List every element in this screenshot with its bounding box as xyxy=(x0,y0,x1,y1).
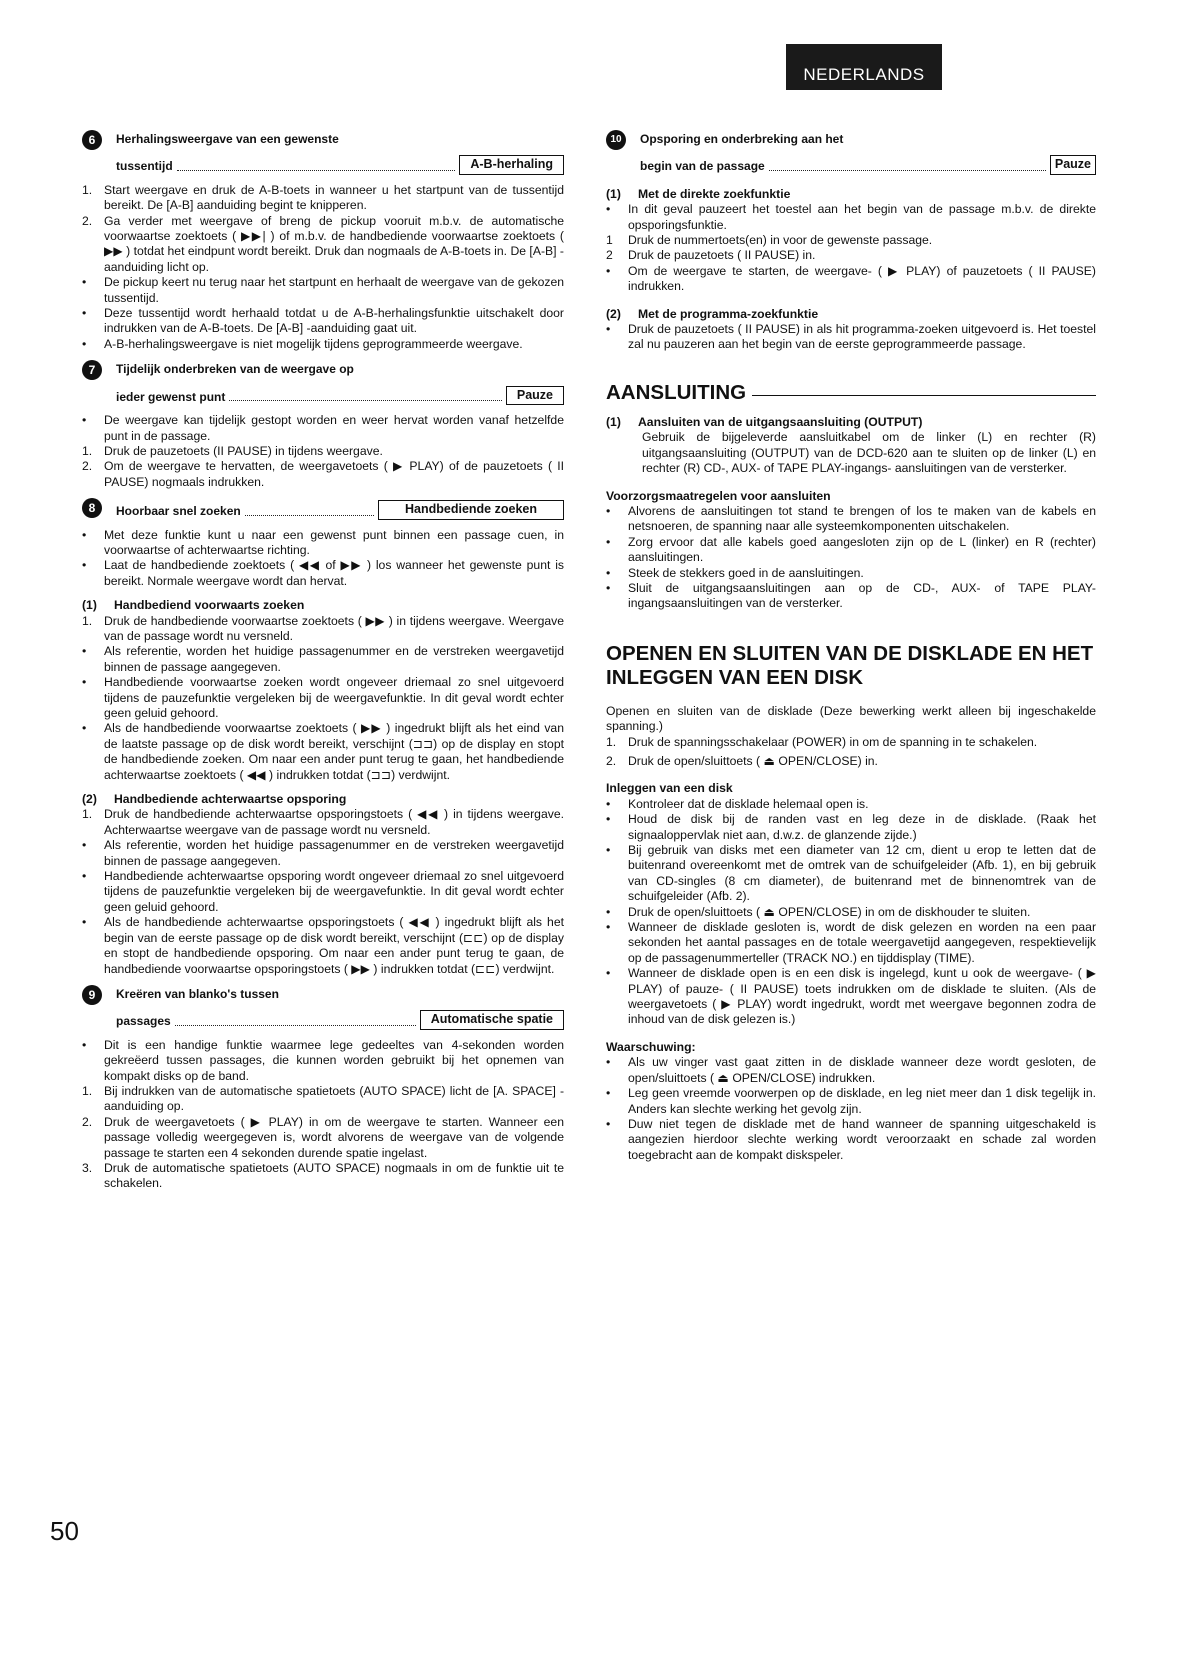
section-title: Opsporing en onderbreking aan het xyxy=(640,132,844,146)
section-title-cont: begin van de passage xyxy=(640,159,765,174)
subsection-heading: (2) Met de programma-zoekfunktie xyxy=(606,306,819,321)
list-item: • Duw niet tegen de disklade met de hand wanneer de spanning uitgeschakeld is aangezien hierdoor slechte werking wordt veroorzaakt en schade zal worden toegebracht aan de kompakt diskspeler. xyxy=(606,1116,1096,1162)
section-title-cont: tussentijd xyxy=(116,159,173,174)
list-item: • Sluit de uitgangsaansluitingen aan op de CD-, AUX- of TAPE PLAY-ingangsaansluitingen van de versterker. xyxy=(606,580,1096,611)
list-item: • Laat de handbediende zoektoets ( ◀◀ of ▶▶ ) los wanneer het gewenste punt is bereikt. Normale weergave wordt dan hervat. xyxy=(82,558,564,588)
list-item: • Steek de stekkers goed in de aansluitingen. xyxy=(606,565,864,580)
list-item: 1 Druk de nummertoets(en) in voor de gewenste passage. xyxy=(606,233,933,248)
list-item: • Houd de disk bij de randen vast en leg deze in de disklade. (Raak het signaaloppervlak niet aan, d.w.z. de glanzende zijde.) xyxy=(606,812,1096,842)
list-item: • Wanneer de disklade gesloten is, wordt de disk gelezen en worden na een paar sekonden het aantal passages en de totale weergavetijd aangegeven, respektievelijk op de passagenummerteller (TRACK NO.) en tijddisplay (TIME). xyxy=(606,920,1096,965)
list-item: • Druk de pauzetoets ( II PAUSE) in als hit programma-zoeken uitgevoerd is. Het toestel zal nu pauzeren aan het begin van de eerste geprogrammeerde passage. xyxy=(606,322,1096,352)
list-item: • De pickup keert nu terug naar het startpunt en herhaalt de weergave van de gekozen tussentijd. xyxy=(82,275,564,305)
precautions-list xyxy=(606,504,1096,612)
list-item: 1. Druk de spanningsschakelaar (POWER) in om de spanning in te schakelen. xyxy=(606,734,1038,749)
list-item: • Als uw vinger vast gaat zitten in de disklade wanneer deze wordt gesloten, de open/sluittoets ( ⏏ OPEN/CLOSE) indrukken. xyxy=(606,1055,1096,1085)
inleggen-list xyxy=(606,797,1096,1028)
section-number: 7 xyxy=(82,360,102,380)
section-title-cont: passages xyxy=(116,1014,171,1029)
subsection-heading: Voorzorgsmaatregelen voor aansluiten xyxy=(606,488,831,503)
list-item: • De weergave kan tijdelijk gestopt worden en weer hervat worden vanaf hetzelfde punt in de passage. xyxy=(82,413,564,443)
section-8-list xyxy=(82,528,564,590)
list-item: • Deze tussentijd wordt herhaald totdat u de A-B-herhalingsfunktie uitschakelt door indrukken van de A-B-toets. De [A-B] -aanduiding gaat uit. xyxy=(82,306,564,336)
paragraph: Gebruik de bijgeleverde aansluitkabel om de linker (L) en rechter (R) uitgangsaansluiting (OUTPUT) van de DCD-620 aan te sluiten op de linker (L) en rechter (R) CD-, AUX- of TAPE PLAY-ingangs- aansluitingen van de versterker. xyxy=(642,430,1096,476)
language-label: NEDERLANDS xyxy=(803,65,925,84)
section-number: 6 xyxy=(82,130,102,150)
function-label-box: Automatische spatie xyxy=(420,1010,564,1029)
section-8-heading xyxy=(82,500,564,519)
function-label-box: Pauze xyxy=(1050,155,1096,174)
subsection-heading: Inleggen van een disk xyxy=(606,781,733,796)
language-tab xyxy=(786,44,942,90)
section-7-list xyxy=(82,413,564,490)
list-item: • Bij gebruik van disks met een diameter van 12 cm, dient u erop te letten dat de buitenrand overeenkomt met de omtrek van de schuifgeleider (Afb. 1), en bij gebruik van CD-singles (8 cm diameter), de buitenrand met de binnenomtrek van de schuifgeleider (Afb. 2). xyxy=(606,843,1096,904)
openen-heading: OPENEN EN SLUITEN VAN DE DISKLADE EN HET INLEGGEN VAN EEN DISK xyxy=(606,641,1094,689)
list-item: 1. Bij indrukken van de automatische spatietoets (AUTO SPACE) licht de [A. SPACE] -aanduiding op. xyxy=(82,1083,564,1114)
list-item: 2. Ga verder met weergave of breng de pickup vooruit m.b.v. de automatische voorwaartse zoektoets ( ▶▶| ) of m.b.v. de handbediende voorwaartse zoektoets ( ▶▶ ) totdat het eindpunt wordt bereikt. Druk dan nogmaals de A-B-toets in. De [A-B] -aanduiding licht op. xyxy=(82,213,564,274)
section-title: Tijdelijk onderbreken van de weergave op xyxy=(116,362,354,377)
section-number: 9 xyxy=(82,985,102,1005)
warning-list xyxy=(606,1055,1096,1163)
aansluiting-heading: AANSLUITING xyxy=(606,381,1096,405)
list-item: • A-B-herhalingsweergave is niet mogelijk tijdens geprogrammeerde weergave. xyxy=(82,336,523,351)
section-6-heading xyxy=(82,132,564,175)
subsection-heading: (1) Handbediend voorwaarts zoeken xyxy=(82,598,305,613)
list-item: • Wanneer de disklade open is en een disk is ingelegd, kunt u ook de weergave- ( ▶ PLAY) of pauze- ( II PAUSE) toets indrukken om de disklade te sluiten. (Als de weergavetoets ( ▶ PLAY) wordt ingedrukt, wordt met weergave begonnen zodra de inhoud van de disk gelezen is.) xyxy=(606,966,1096,1027)
list-item: 1. Start weergave en druk de A-B-toets in wanneer u het startpunt van de tussentijd bereikt. De [A-B] aanduiding begint te knipperen. xyxy=(82,182,564,213)
section-title-cont: ieder gewenst punt xyxy=(116,389,226,404)
subsection-list xyxy=(82,807,564,976)
list-item: • Om de weergave te starten, de weergave- ( ▶ PLAY) of pauzetoets ( II PAUSE) indrukken. xyxy=(606,263,1096,294)
function-label-box: A-B-herhaling xyxy=(459,155,564,174)
function-label-box: Handbediende zoeken xyxy=(378,500,564,519)
list-item: • Als referentie, worden het huidige passagenummer en de verstreken weergavetijd binnen de passage aangegeven. xyxy=(82,838,564,868)
section-title: Hoorbaar snel zoeken xyxy=(116,504,241,519)
list-item: 3. Druk de automatische spatietoets (AUTO SPACE) nogmaals in om de funktie uit te schakelen. xyxy=(82,1160,564,1191)
list-item: • In dit geval pauzeert het toestel aan het begin van de passage m.b.v. de direkte opsporingsfunktie. xyxy=(606,202,1096,232)
subsection-heading: (2) Handbediende achterwaartse opsporing xyxy=(82,792,347,807)
section-number: 8 xyxy=(82,498,102,518)
page-number: 50 xyxy=(50,1516,79,1546)
list-item: • Kontroleer dat de disklade helemaal open is. xyxy=(606,796,869,811)
list-item: • Handbediende voorwaartse zoeken wordt ongeveer driemaal zo snel uitgevoerd tijdens de pauzefunktie vergeleken bij de weergavefunktie. In dit geval wordt echter geen geluid gehoord. xyxy=(82,675,564,720)
list-item: • Dit is een handige funktie waarmee lege gedeeltes van 4-sekonden worden gekreëerd tussen passages, die kunnen worden gebruikt bij het opnemen van kompakt disks op de band. xyxy=(82,1037,564,1083)
paragraph: Openen en sluiten van de disklade (Deze bewerking werkt alleen bij ingeschakelde spanning.) xyxy=(606,703,1096,734)
list-item: • Met deze funktie kunt u naar een gewenst punt binnen een passage cuen, in voorwaartse of achterwaartse richting. xyxy=(82,527,564,557)
section-6-list xyxy=(82,183,564,352)
list-item: • Alvorens de aansluitingen tot stand te brengen of los te maken van de kabels en netsnoeren, de spanning naar alle systeemkomponenten uitschakelen. xyxy=(606,503,1096,534)
section-10-heading xyxy=(606,132,1096,175)
right-column xyxy=(606,132,1096,1163)
list-item: 2. Druk de weergavetoets ( ▶ PLAY) in om de weergave te starten. Wanneer een passage volledig weergegeven is, wordt alvorens de weergave van de volgende passage te starten een 4 sekonden durende spatie ingelast. xyxy=(82,1114,564,1160)
list-item: • Zorg ervoor dat alle kabels goed aangesloten zijn op de L (linker) en R (rechter) aansluitingen. xyxy=(606,534,1096,565)
section-7-heading xyxy=(82,362,564,405)
list-item: 2. Om de weergave te hervatten, de weergavetoets ( ▶ PLAY) of de pauzetoets ( II PAUSE) nogmaals indrukken. xyxy=(82,459,564,489)
subsection-heading: (1) Met de direkte zoekfunktie xyxy=(606,186,791,201)
list-item: 1. Druk de handbediende achterwaartse opsporingstoets ( ◀◀ ) in tijdens weergave. Achterwaartse weergave van de passage wordt nu versneld. xyxy=(82,807,564,837)
list-item: 2 Druk de pauzetoets ( II PAUSE) in. xyxy=(606,248,816,263)
section-9-heading xyxy=(82,987,564,1030)
subsection-list xyxy=(606,322,1096,353)
section-9-list xyxy=(82,1038,564,1192)
subsection-list xyxy=(82,614,564,783)
list-item: • Als de handbediende achterwaartse opsporingstoets ( ◀◀ ) ingedrukt blijft als het begin van de eerste passage op de disk wordt bereikt, verschijnt (⊏⊏) op de display en stopt de handbediende opsporing. Om naar een ander punt terug te gaan, de handbediende voorwaartse opsporingstoets ( ▶▶ ) indrukken totdat (⊏⊏) verdwijnt. xyxy=(82,915,564,976)
list-item: 2. Druk de open/sluittoets ( ⏏ OPEN/CLOSE) in. xyxy=(606,753,878,768)
list-item: • Leg geen vreemde voorwerpen op de disklade, en leg niet meer dan 1 disk tegelijk in. Anders kan slechte werking het gevolg zijn. xyxy=(606,1086,1096,1116)
list-item: • Druk de open/sluittoets ( ⏏ OPEN/CLOSE) in om de diskhouder te sluiten. xyxy=(606,904,1031,919)
subsection-heading: Waarschuwing: xyxy=(606,1039,696,1054)
list-item: 1. Druk de pauzetoets (II PAUSE) in tijdens weergave. xyxy=(82,443,383,458)
function-label-box: Pauze xyxy=(506,386,564,405)
subsection-list xyxy=(606,202,1096,294)
left-column xyxy=(82,132,564,1192)
subsection-heading: (1) Aansluiten van de uitgangsaansluiting (OUTPUT) xyxy=(606,414,923,429)
section-title: Herhalingsweergave van een gewenste xyxy=(116,132,339,146)
list-item: 1. Druk de handbediende voorwaartse zoektoets ( ▶▶ ) in tijdens weergave. Weergave van de passage wordt nu versneld. xyxy=(82,613,564,643)
section-number: 10 xyxy=(606,130,626,150)
list-item: • Als de handbediende voorwaartse zoektoets ( ▶▶ ) ingedrukt blijft als het eind van de laatste passage op de disk wordt bereikt, verschijnt (⊐⊐) op de display en stopt de handbediende zoeken. Om naar een ander punt terug te gaan, het handbediende achterwaartse zoektoets ( ◀◀ ) indrukken totdat (⊐⊐) verdwijnt. xyxy=(82,721,564,782)
list-item: • Als referentie, worden het huidige passagenummer en de verstreken weergavetijd binnen de passage aangegeven. xyxy=(82,644,564,674)
list-item: • Handbediende achterwaartse opsporing wordt ongeveer driemaal zo snel uitgevoerd tijdens de pauzefunktie vergeleken bij de weergavefunktie. In dit geval wordt echter geen geluid gehoord. xyxy=(82,869,564,914)
section-title: Kreëren van blanko's tussen xyxy=(116,986,279,1001)
steps-list xyxy=(606,735,1096,770)
